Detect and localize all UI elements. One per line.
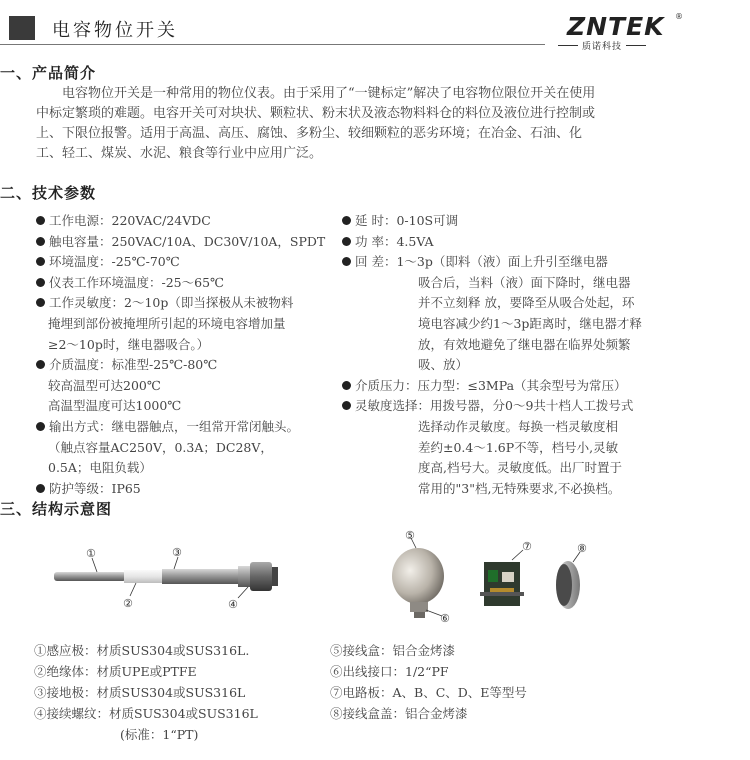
intro-line: 上、下限位报警。适用于高温、高压、腐蚀、多粉尘、较细颗粒的恶劣环境；在冶金、石油、化 xyxy=(36,126,583,141)
spec-item xyxy=(418,458,622,476)
spec-text: ≥2～10p时，继电器吸合。） xyxy=(48,336,210,352)
bullet-dot xyxy=(342,401,351,410)
probe-diagram xyxy=(50,540,290,620)
spec-text: 防护等级：IP65 xyxy=(49,480,141,496)
callout-1: ① xyxy=(86,547,96,560)
spec-item xyxy=(342,232,434,250)
bullet-dot xyxy=(36,216,45,225)
page-title: 电容物位开关 xyxy=(52,20,178,41)
callout-2: ② xyxy=(123,597,133,610)
ground-tube xyxy=(162,569,240,584)
logo-text: ZNTEK xyxy=(567,12,665,41)
bullet-dot xyxy=(342,257,351,266)
callout-3: ③ xyxy=(172,546,182,559)
spec-item xyxy=(418,479,620,497)
spec-text: 介质温度：标准型-25℃-80℃ xyxy=(49,357,218,373)
spec-text: 并不立刻释 放，要降至从吸合处起，环 xyxy=(418,295,635,311)
header-rule xyxy=(0,44,545,45)
intro-paragraph xyxy=(36,84,595,164)
callout-4: ④ xyxy=(228,598,238,611)
spec-item xyxy=(48,376,161,394)
intro-line: 工、轻工、煤炭、水泥、粮食等行业中应用广泛。 xyxy=(36,146,323,161)
spec-text: 仪表工作环境温度：-25～65℃ xyxy=(49,274,225,290)
spec-text: 功 率：4.5VA xyxy=(355,233,434,249)
section-heading-intro: 一、产品简介 xyxy=(0,64,97,82)
spec-item xyxy=(418,273,631,291)
insulator xyxy=(124,570,164,583)
legend-item-note: (标准：1“PT) xyxy=(120,727,199,742)
brand-logo xyxy=(560,12,750,52)
callout-8: ⑧ xyxy=(577,542,587,555)
spec-text: 工作电源：220VAC/24VDC xyxy=(49,213,211,228)
spec-text: （触点容量AC250V，0.3A；DC28V， xyxy=(48,439,273,455)
spec-text: 延 时：0-10S可调 xyxy=(355,213,459,228)
hex-nut xyxy=(250,562,272,591)
spec-text: 0.5A；电阻负载） xyxy=(48,460,152,476)
spec-text: 吸合后，当料（液）面下降时，继电器 xyxy=(418,274,631,290)
spec-item xyxy=(418,438,618,456)
spec-text: 环境温度：-25℃-70℃ xyxy=(49,254,180,270)
sensing-rod xyxy=(54,572,126,581)
spec-item xyxy=(36,355,217,373)
spec-text: 掩埋到部份被掩埋所引起的环境电容增加量 xyxy=(48,316,286,331)
intro-line: 电容物位开关是一种常用的物位仪表。由于采用了“一键标定”解决了电容物位限位开关在使用 xyxy=(62,86,596,101)
bullet-dot xyxy=(342,237,351,246)
spec-item xyxy=(342,252,608,270)
spec-text: 选择动作灵敏度。每换一档灵敏度相 xyxy=(418,419,619,434)
legend-item: ⑤接线盒：铝合金烤漆 xyxy=(330,643,456,658)
legend-item: ③接地极：材质SUS304或SUS316L xyxy=(34,685,246,700)
bullet-dot xyxy=(342,381,351,390)
spec-item xyxy=(418,314,642,332)
logo-subtitle: 质诺科技 xyxy=(582,39,622,52)
bullet-dot xyxy=(36,360,45,369)
bullet-dot xyxy=(36,484,45,493)
spec-item xyxy=(48,396,181,414)
logo-registered: ® xyxy=(675,12,683,21)
spec-text: 回 差：1～3p（即料（液）面上升引至继电器 xyxy=(355,254,608,270)
header-square xyxy=(9,16,35,40)
spec-item xyxy=(342,376,627,394)
spec-item xyxy=(342,396,633,414)
bullet-dot xyxy=(36,257,45,266)
spec-text: 输出方式：继电器触点，一组常开常闭触头。 xyxy=(49,419,300,434)
intro-line: 中标定繁琐的难题。电容开关可对块状、颗粒状、粉末状及液态物料料仓的料位及液位进行控制或 xyxy=(36,106,596,121)
spec-item xyxy=(36,232,325,250)
legend-item: ⑦电路板：A、B、C、D、E等型号 xyxy=(330,685,527,700)
bullet-dot xyxy=(36,278,45,287)
callout-7: ⑦ xyxy=(522,540,532,553)
spec-item xyxy=(36,211,211,229)
spec-item xyxy=(36,417,299,435)
spec-text: 放，有效地避免了继电器在临界处频繁 xyxy=(418,336,631,352)
section-heading-specs: 二、技术参数 xyxy=(0,184,97,202)
spec-text: 常用的"3"档,无特殊要求,不必换档。 xyxy=(418,480,621,496)
spec-text: 灵敏度选择：用拨号器，分0～9共十档人工拨号式 xyxy=(355,398,634,414)
legend-item: ⑥出线接口：1/2“PF xyxy=(330,664,449,679)
spec-text: 工作灵敏度：2～10p（即当探极从未被物料 xyxy=(49,295,294,311)
legend-item: ⑧接线盒盖：铝合金烤漆 xyxy=(330,706,468,721)
spec-text: 吸、放） xyxy=(418,357,469,373)
spec-text: 触电容量：250VAC/10A、DC30V/10A，SPDT xyxy=(49,233,326,249)
junction-box xyxy=(392,548,444,604)
bullet-dot xyxy=(342,216,351,225)
spec-item xyxy=(342,211,458,229)
legend-item: ④接续螺纹：材质SUS304或SUS316L xyxy=(34,706,258,721)
spec-text: 介质压力：压力型：≤3MPa（其余型号为常压） xyxy=(355,377,627,393)
bullet-dot xyxy=(36,298,45,307)
spec-item xyxy=(36,479,141,497)
legend-item: ①感应极：材质SUS304或SUS316L. xyxy=(34,643,250,658)
spec-text: 度高,档号大。灵敏度低。出厂时置于 xyxy=(418,460,622,476)
callout-5: ⑤ xyxy=(405,530,415,542)
spec-item xyxy=(418,293,634,311)
bullet-dot xyxy=(36,237,45,246)
spec-item xyxy=(48,314,286,332)
thread-part xyxy=(238,566,252,587)
spec-text: 较高温型可达200℃ xyxy=(48,377,161,393)
spec-item xyxy=(418,335,631,353)
spec-item xyxy=(418,355,468,373)
spec-item xyxy=(48,335,209,353)
housing-diagram xyxy=(380,530,610,626)
bullet-dot xyxy=(36,422,45,431)
spec-item xyxy=(36,273,224,291)
circuit-board xyxy=(484,562,520,606)
spec-item xyxy=(48,438,273,456)
spec-text: 高温型温度可达1000℃ xyxy=(48,398,182,414)
section-heading-structure: 三、结构示意图 xyxy=(0,500,113,518)
spec-item xyxy=(48,458,152,476)
spec-item xyxy=(418,417,618,435)
spec-item xyxy=(36,293,293,311)
spec-text: 差约±0.4～1.6P不等，档号小,灵敏 xyxy=(418,439,619,455)
spec-text: 境电容减少约1～3p距离时，继电器才释 xyxy=(418,316,642,331)
callout-6: ⑥ xyxy=(440,612,450,625)
legend-item: ②绝缘体：材质UPE或PTFE xyxy=(34,664,197,679)
spec-item xyxy=(36,252,180,270)
